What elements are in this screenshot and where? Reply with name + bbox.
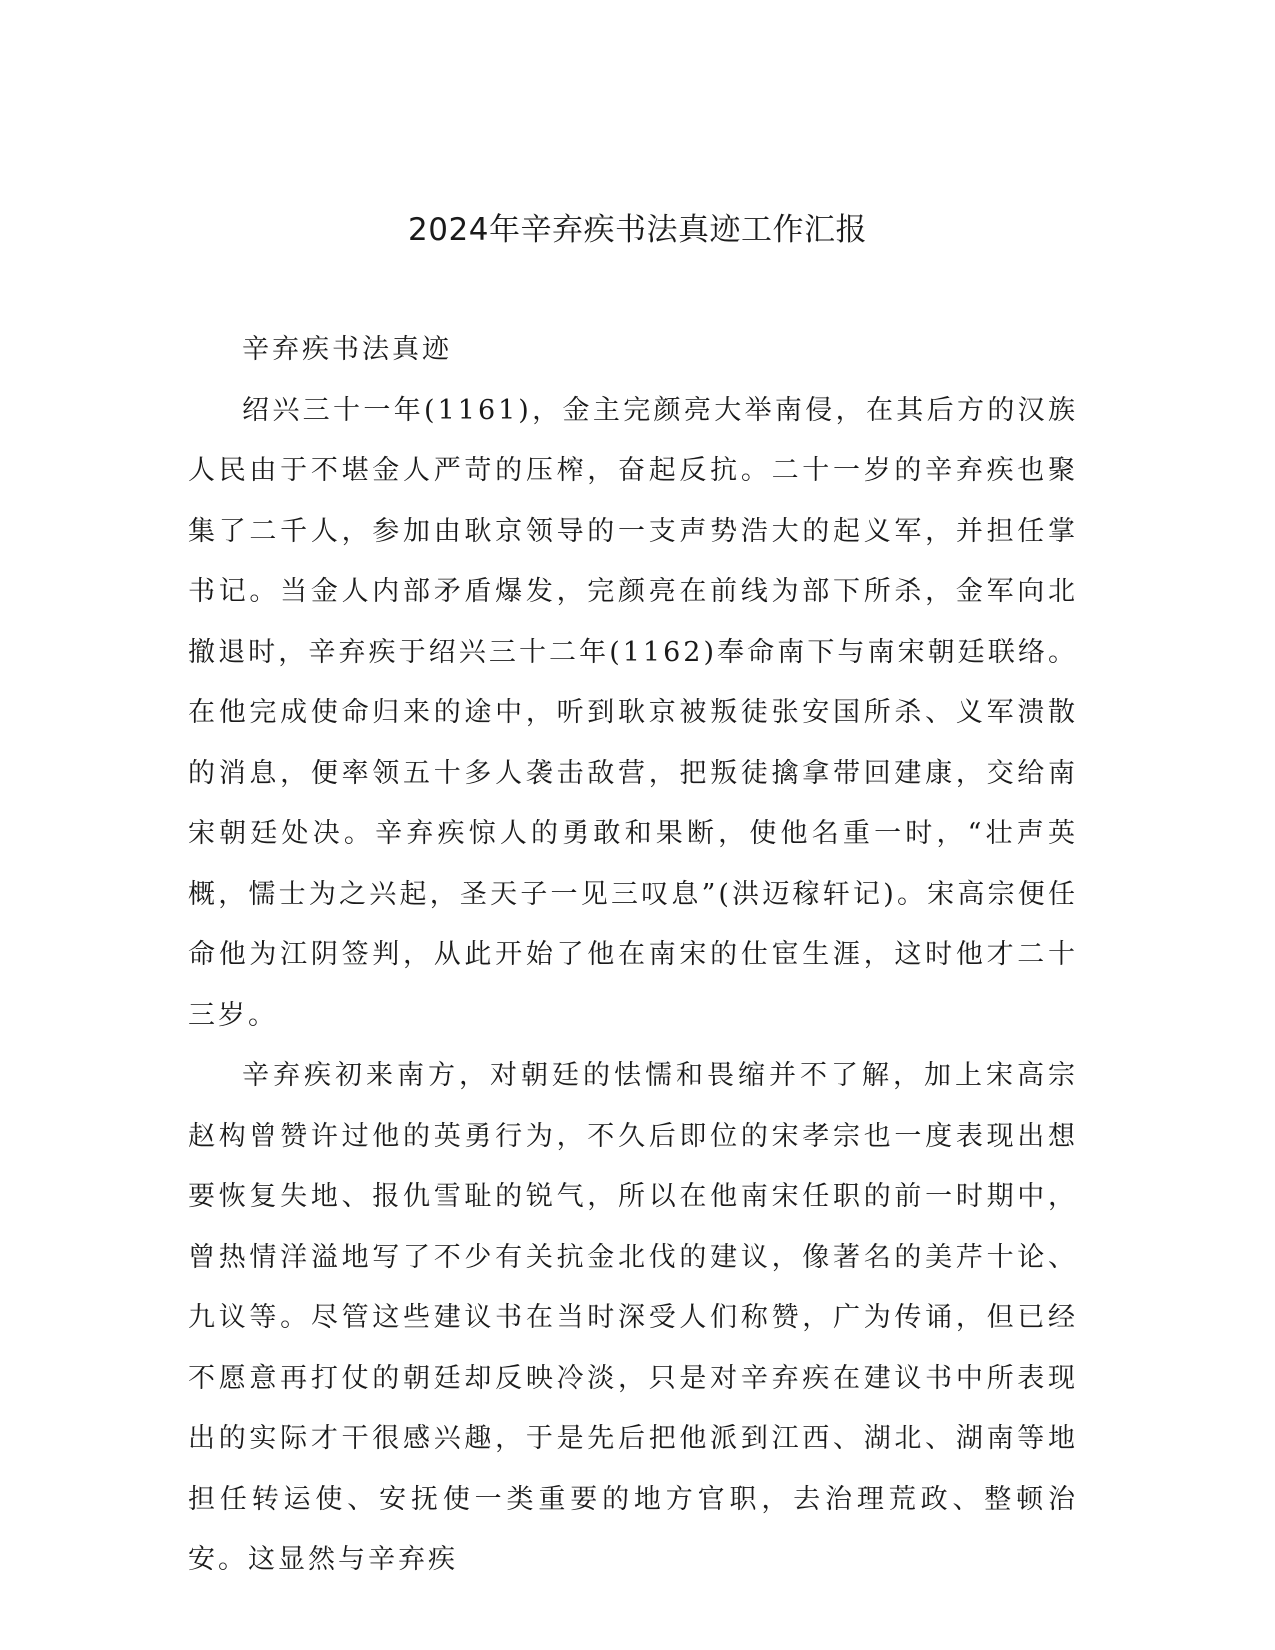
body-paragraph: 辛弃疾初来南方，对朝廷的怯懦和畏缩并不了解，加上宋高宗赵构曾赞许过他的英勇行为，不久后即位的宋孝宗也一度表现出想要恢复失地、报仇雪耻的锐气，所以在他南宋任职的前一时期中，曾热情洋溢地写了不少有关抗金北伐的建议，像著名的美芹十论、九议等。尽管这些建议书在当时深受人们称赞，广为传诵，但已经不愿意再打仗的朝廷却反映冷淡，只是对辛弃疾在建议书中所表现出的实际才干很感兴趣，于是先后把他派到江西、湖北、湖南等地担任转运使、安抚使一类重要的地方官职，去治理荒政、整顿治安。这显然与辛弃疾 <box>188 1060 1078 1575</box>
document-body <box>188 320 1078 1591</box>
body-paragraph: 绍兴三十一年(1161)，金主完颜亮大举南侵，在其后方的汉族人民由于不堪金人严苛的压榨，奋起反抗。二十一岁的辛弃疾也聚集了二千人，参加由耿京领导的一支声势浩大的起义军，并担任掌书记。当金人内部矛盾爆发，完颜亮在前线为部下所杀，金军向北撤退时，辛弃疾于绍兴三十二年(1162)奉命南下与南宋朝廷联络。在他完成使命归来的途中，听到耿京被叛徒张安国所杀、义军溃散的消息，便率领五十多人袭击敌营，把叛徒擒拿带回建康，交给南宋朝廷处决。辛弃疾惊人的勇敢和果断，使他名重一时，“壮声英概，懦士为之兴起，圣天子一见三叹息”(洪迈稼轩记)。宋高宗便任命他为江阴签判，从此开始了他在南宋的仕宦生涯，这时他才二十三岁。 <box>188 394 1078 1031</box>
document-title: 2024年辛弃疾书法真迹工作汇报 <box>408 212 867 248</box>
section-heading: 辛弃疾书法真迹 <box>242 334 452 365</box>
